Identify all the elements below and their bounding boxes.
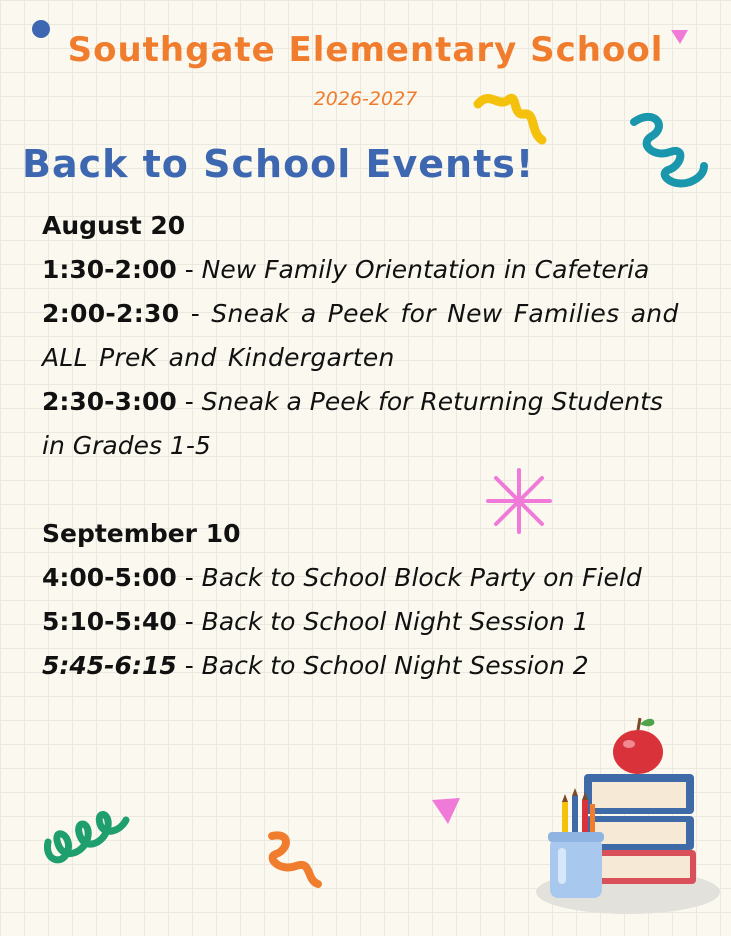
event-separator: - (176, 563, 202, 592)
event-separator: - (176, 387, 202, 416)
event-time: 2:30-3:00 (42, 387, 177, 416)
event-item (42, 556, 682, 600)
event-description: Back to School Block Party on Field (201, 563, 642, 592)
event-separator: - (176, 607, 202, 636)
event-time: 5:45-6:15 (42, 651, 177, 680)
events-heading: Back to School Events! (22, 142, 535, 186)
event-separator: - (179, 299, 212, 328)
yellow-squiggle-confetti (472, 86, 552, 152)
school-name: Southgate Elementary School (67, 30, 664, 70)
event-schedule (42, 204, 682, 688)
event-date: September 10 (42, 519, 241, 548)
event-time: 2:00-2:30 (42, 299, 180, 328)
event-time: 4:00-5:00 (42, 563, 177, 592)
event-description: Sneak a Peek for New Families and ALL PreK and Kindergarten (42, 299, 679, 372)
event-date: August 20 (42, 211, 186, 240)
event-item (42, 600, 682, 644)
books-apple-pencils-icon (528, 712, 724, 918)
pink-starburst-confetti (482, 466, 556, 536)
pink-triangle-confetti (668, 26, 692, 50)
event-item (42, 380, 682, 468)
teal-spiral-confetti (624, 108, 714, 192)
event-separator: - (176, 651, 202, 680)
event-description: New Family Orientation in Cafeteria (201, 255, 650, 284)
event-time: 1:30-2:00 (42, 255, 177, 284)
school-year: 2026-2027 (313, 88, 418, 110)
green-spiral-confetti (40, 796, 132, 876)
pink-triangle-confetti (428, 794, 464, 830)
event-time: 5:10-5:40 (42, 607, 177, 636)
blue-dot-confetti (30, 18, 54, 42)
event-description: Sneak a Peek for Returning Students in Grades 1-5 (42, 387, 663, 460)
event-item (42, 248, 682, 292)
event-description: Back to School Night Session 1 (201, 607, 589, 636)
event-separator: - (176, 255, 202, 284)
orange-squiggle-confetti (262, 828, 328, 894)
event-item (42, 292, 682, 380)
event-item (42, 644, 682, 688)
event-description: Back to School Night Session 2 (201, 651, 589, 680)
